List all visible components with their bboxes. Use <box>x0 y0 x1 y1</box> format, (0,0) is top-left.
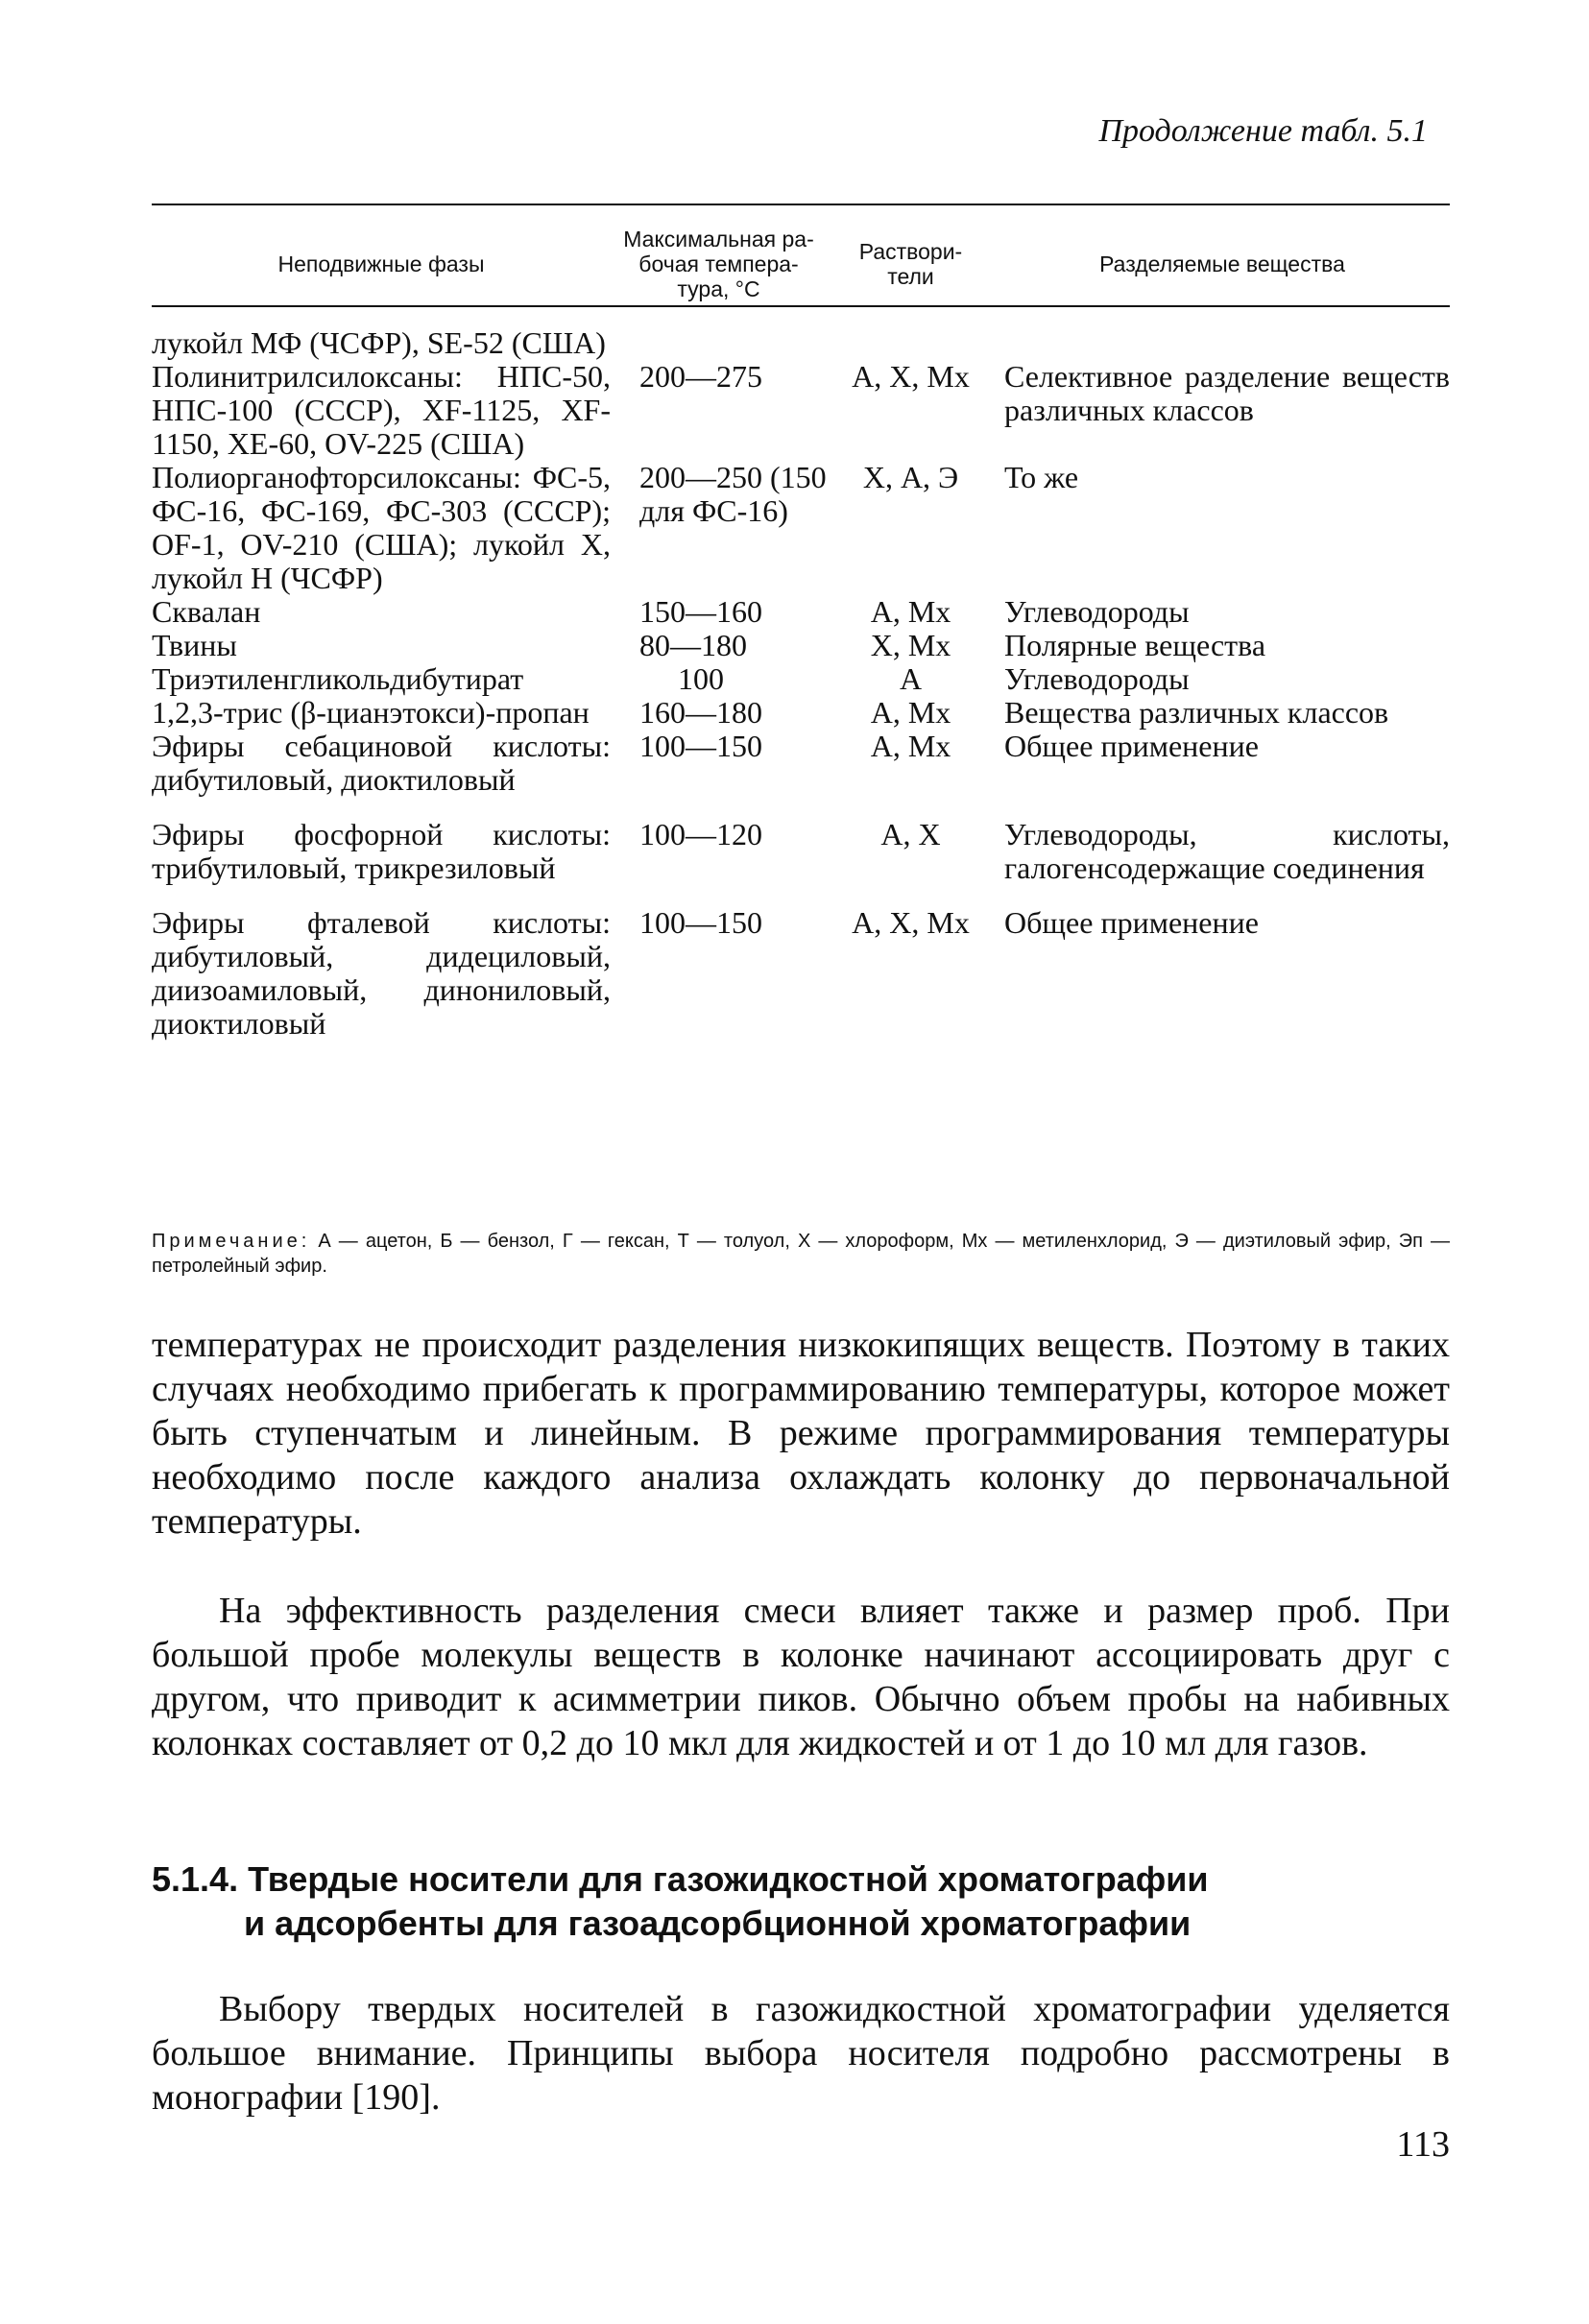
cell-phase: Эфиры себациновой кислоты: дибутиловый, диоктиловый <box>152 729 611 797</box>
cell-solvents: А, Х, Мх <box>852 905 970 940</box>
table-header-rule <box>152 305 1450 307</box>
cell-solvents: А, Х, Мх <box>852 359 970 394</box>
table-row <box>152 662 1450 696</box>
cell-separated: Углеводороды <box>1004 661 1190 696</box>
cell-phase: Эфиры фталевой кислоты: дибутиловый, дидециловый, диизоамиловый, динониловый, диоктиловый <box>152 905 611 1041</box>
cell-temp: 200—250 (150 для ФС-16) <box>639 460 827 528</box>
table-row <box>152 818 1450 885</box>
table-top-rule <box>152 204 1450 205</box>
cell-solvents: А <box>899 661 923 696</box>
cell-temp: 100—120 <box>639 817 762 851</box>
table-row <box>152 730 1450 797</box>
cell-temp: 100—150 <box>639 729 762 763</box>
table-row <box>152 461 1450 595</box>
cell-phase: Эфиры фосфорной кислоты: трибутиловый, трикрезиловый <box>152 817 611 885</box>
table-row <box>152 696 1450 730</box>
note-label: Примечание: <box>152 1231 311 1252</box>
cell-separated <box>995 326 1450 360</box>
cell-separated: Общее применение <box>1004 729 1259 763</box>
cell-separated: Вещества различных классов <box>1004 695 1389 730</box>
section-heading <box>152 1857 1450 1946</box>
page-number: 113 <box>1396 2124 1450 2165</box>
paragraph-continuation: температурах не происходит разделения низкокипящих веществ. Поэтому в таких случаях необходимо прибегать к программированию температуры, которое может быть ступенчатым и линейным. В режиме программирования температуры необходимо после каждого анализа охлаждать колонку до первоначальной температуры. <box>152 1325 1450 1542</box>
table-row <box>152 595 1450 629</box>
section-heading-line1: 5.1.4. Твердые носители для газожидкостной хроматографии <box>152 1859 1209 1899</box>
cell-solvents: Х, А, Э <box>862 460 959 494</box>
cell-separated: Углеводороды, кислоты, галогенсодержащие соединения <box>1004 817 1450 885</box>
cell-temp: 100 <box>678 661 724 696</box>
table-continuation-caption: Продолжение табл. 5.1 <box>1098 113 1428 149</box>
cell-phase: Триэтиленгликольдибутират <box>152 661 524 696</box>
cell-temp: 100—150 <box>639 905 762 940</box>
cell-temp <box>611 326 827 360</box>
note-text: А — ацетон, Б — бензол, Г — гексан, Т — толуол, Х — хлороформ, Мх — метиленхлорид, Э — диэтиловый эфир, Эп — петролейный эфир. <box>152 1231 1450 1277</box>
cell-separated: Полярные вещества <box>1004 628 1266 662</box>
cell-phase: Твины <box>152 628 237 662</box>
header-separated: Разделяемые вещества <box>1099 252 1345 276</box>
paragraph-sample-size: На эффективность разделения смеси влияет также и размер проб. При большой пробе молекулы веществ в колонке начинают ассоциировать друг с другом, что приводит к асимметрии пиков. Обычно объем пробы на набивных колонках составляет от 0,2 до 10 мкл для жидкостей и от 1 до 10 мл для газов. <box>152 1591 1450 1763</box>
cell-temp: 160—180 <box>639 695 762 730</box>
cell-separated: То же <box>1004 460 1079 494</box>
table-row <box>152 360 1450 461</box>
table-header <box>152 221 1450 307</box>
header-solvents: Раствори- тели <box>858 239 963 289</box>
cell-separated: Общее применение <box>1004 905 1259 940</box>
cell-temp: 200—275 <box>639 359 762 394</box>
cell-solvents <box>827 326 995 360</box>
cell-solvents: А, Мх <box>870 729 951 763</box>
cell-phase: Сквалан <box>152 594 261 629</box>
cell-phase: Полиорганофторсилоксаны: ФС-5, ФС-16, ФС-169, ФС-303 (СССР); OF-1, OV-210 (США); лукойл Х, лукойл Н (ЧСФР) <box>152 460 611 595</box>
cell-solvents: Х, Мх <box>870 628 951 662</box>
header-phases: Неподвижные фазы <box>277 252 485 276</box>
cell-phase: 1,2,3-трис (β-цианэтокси)-пропан <box>152 695 590 730</box>
cell-solvents: А, Мх <box>870 594 951 629</box>
cell-phase: лукойл МФ (ЧСФР), SE-52 (США) <box>152 325 606 360</box>
section-heading-line2: и адсорбенты для газоадсорбционной хроматографии <box>244 1904 1192 1943</box>
table-row <box>152 906 1450 1041</box>
cell-separated: Селективное разделение веществ различных классов <box>1004 359 1450 427</box>
table-note <box>152 1229 1450 1279</box>
data-table <box>152 326 1450 1041</box>
cell-temp: 80—180 <box>639 628 747 662</box>
paragraph-solid-supports: Выбору твердых носителей в газожидкостной хроматографии уделяется большое внимание. Принципы выбора носителя подробно рассмотрены в монографии [190]. <box>152 1989 1450 2118</box>
cell-solvents: А, Мх <box>870 695 951 730</box>
table-row <box>152 326 1450 360</box>
table-row <box>152 629 1450 662</box>
cell-solvents: А, Х <box>880 817 941 851</box>
header-temperature: Максимальная ра- бочая темпера- тура, °С <box>623 227 814 301</box>
cell-temp: 150—160 <box>639 594 762 629</box>
cell-separated: Углеводороды <box>1004 594 1190 629</box>
cell-phase: Полинитрилсилоксаны: НПС-50, НПС-100 (СССР), XF-1125, XF-1150, XE-60, OV-225 (США) <box>152 359 611 461</box>
